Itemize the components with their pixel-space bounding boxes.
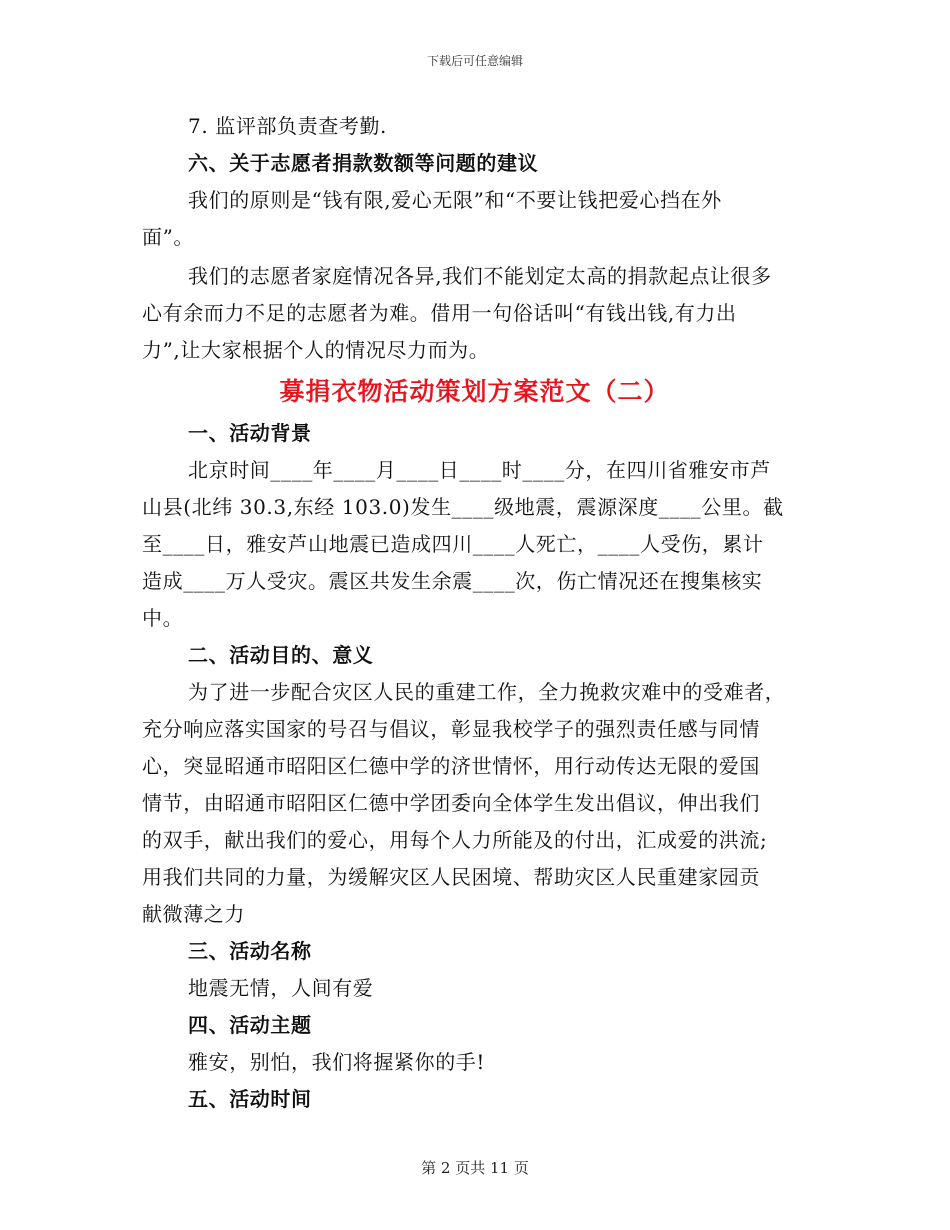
paragraph-line: 我们的原则是“钱有限,爱心无限”和“不要让钱把爱心挡在外 xyxy=(188,188,722,212)
section-heading-5: 五、活动时间 xyxy=(188,1087,312,1111)
paragraph-line: 充分响应落实国家的号召与倡议，彰显我校学子的强烈责任感与同情 xyxy=(142,717,760,741)
section-heading-1: 一、活动背景 xyxy=(188,421,312,445)
paragraph-line: 至____日，雅安芦山地震已造成四川____人死亡，____人受伤，累计 xyxy=(142,532,764,556)
paragraph-line: 中。 xyxy=(142,606,184,630)
paragraph-line: 地震无情，人间有爱 xyxy=(188,976,374,1000)
paragraph-line: 的双手，献出我们的爱心，用每个人力所能及的付出，汇成爱的洪流; xyxy=(142,828,768,852)
section-heading-4: 四、活动主题 xyxy=(188,1013,312,1037)
document-body xyxy=(142,108,807,1118)
paragraph-line: 心有余而力不足的志愿者为难。借用一句俗话叫“有钱出钱,有力出 xyxy=(142,301,737,325)
paragraph-line: 情节，由昭通市昭阳区仁德中学团委向全体学生发出倡议，伸出我们 xyxy=(142,791,760,815)
section-heading-3: 三、活动名称 xyxy=(188,939,312,963)
paragraph-line: 面”。 xyxy=(142,225,195,249)
page-header: 下载后可任意编辑 xyxy=(426,54,523,68)
paragraph-line: 心，突显昭通市昭阳区仁德中学的济世情怀，用行动传达无限的爱国 xyxy=(142,754,760,778)
paragraph-line: 造成____万人受灾。震区共发生余震____次，伤亡情况还在搜集核实 xyxy=(142,569,763,593)
paragraph-line: 献微薄之力 xyxy=(142,902,245,926)
page-footer: 第 2 页共 11 页 xyxy=(421,1159,529,1177)
paragraph-line: 为了进一步配合灾区人民的重建工作，全力挽救灾难中的受难者， xyxy=(188,680,786,704)
paragraph-line: 力”,让大家根据个人的情况尽力而为。 xyxy=(142,338,490,362)
paragraph-line: 北京时间____年____月____日____时____分，在四川省雅安市芦 xyxy=(188,458,771,482)
section-heading-6: 六、关于志愿者捐款数额等问题的建议 xyxy=(188,151,539,175)
section-heading-2: 二、活动目的、意义 xyxy=(188,643,374,667)
paragraph-line: 山县(北纬 30.3,东经 103.0)发生____级地震，震源深度____公里。截 xyxy=(142,495,784,519)
paragraph-line: 雅安，别怕，我们将握紧你的手! xyxy=(188,1050,486,1074)
paragraph-line: 用我们共同的力量，为缓解灾区人民困境、帮助灾区人民重建家园贡 xyxy=(142,865,760,889)
list-item-7: 7. 监评部负责查考勤. xyxy=(188,114,387,138)
document-title: 募捐衣物活动策划方案范文（二） xyxy=(279,377,670,406)
paragraph-line: 我们的志愿者家庭情况各异,我们不能划定太高的捐款起点让很多 xyxy=(188,264,772,288)
